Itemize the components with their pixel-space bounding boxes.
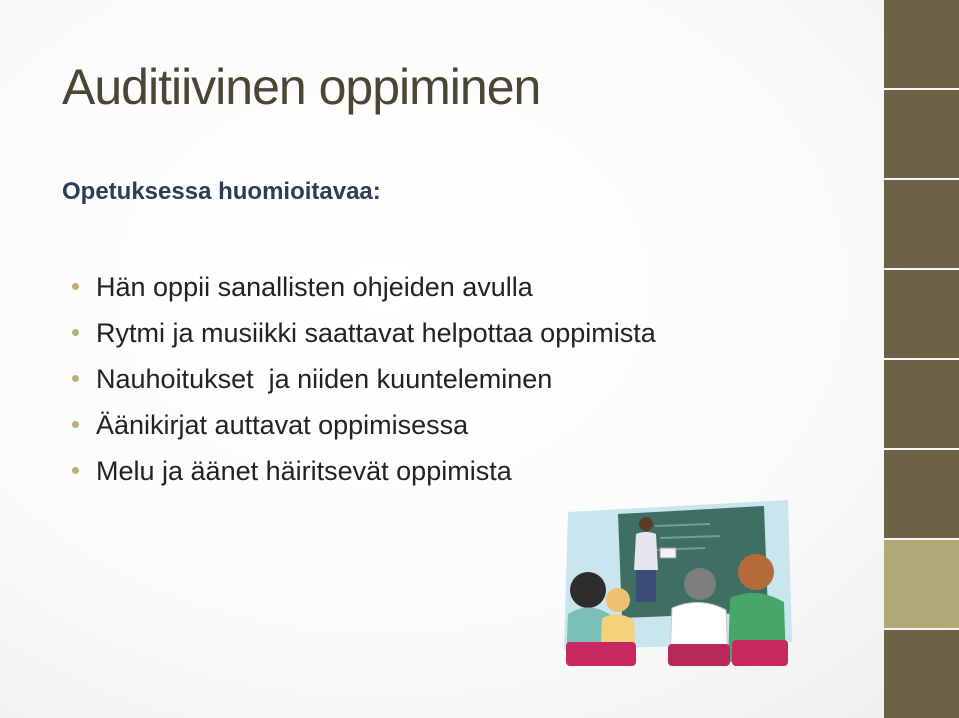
- classroom-lecture-clipart-icon: [560, 492, 795, 672]
- bullet-text: Rytmi ja musiikki saattavat helpottaa oppimista: [96, 318, 656, 348]
- sidebar-band: [884, 360, 959, 448]
- bullet-icon: [72, 329, 79, 336]
- bullet-item: [70, 310, 656, 356]
- bullet-item: [70, 356, 656, 402]
- sidebar-band: [884, 180, 959, 268]
- bullet-item: [70, 402, 656, 448]
- bullet-list: [70, 264, 656, 494]
- bullet-text: Nauhoitukset ja niiden kuunteleminen: [96, 364, 553, 394]
- bullet-item: [70, 448, 656, 494]
- sidebar-band: [884, 630, 959, 718]
- bullet-icon: [72, 375, 79, 382]
- bullet-text: Melu ja äänet häiritsevät oppimista: [96, 456, 512, 486]
- slide-title: Auditiivinen oppiminen: [62, 59, 541, 115]
- sidebar-band: [884, 540, 959, 628]
- sidebar-band: [884, 0, 959, 88]
- bullet-text: Äänikirjat auttavat oppimisessa: [96, 410, 469, 440]
- sidebar-band: [884, 90, 959, 178]
- bullet-item: [70, 264, 656, 310]
- bullet-text: Hän oppii sanallisten ohjeiden avulla: [96, 272, 533, 302]
- slide-subtitle: Opetuksessa huomioitavaa:: [62, 178, 381, 205]
- bullet-icon: [72, 421, 79, 428]
- bullet-icon: [72, 467, 79, 474]
- sidebar-band: [884, 270, 959, 358]
- sidebar-stripe: [884, 0, 959, 718]
- bullet-icon: [72, 283, 79, 290]
- sidebar-band: [884, 450, 959, 538]
